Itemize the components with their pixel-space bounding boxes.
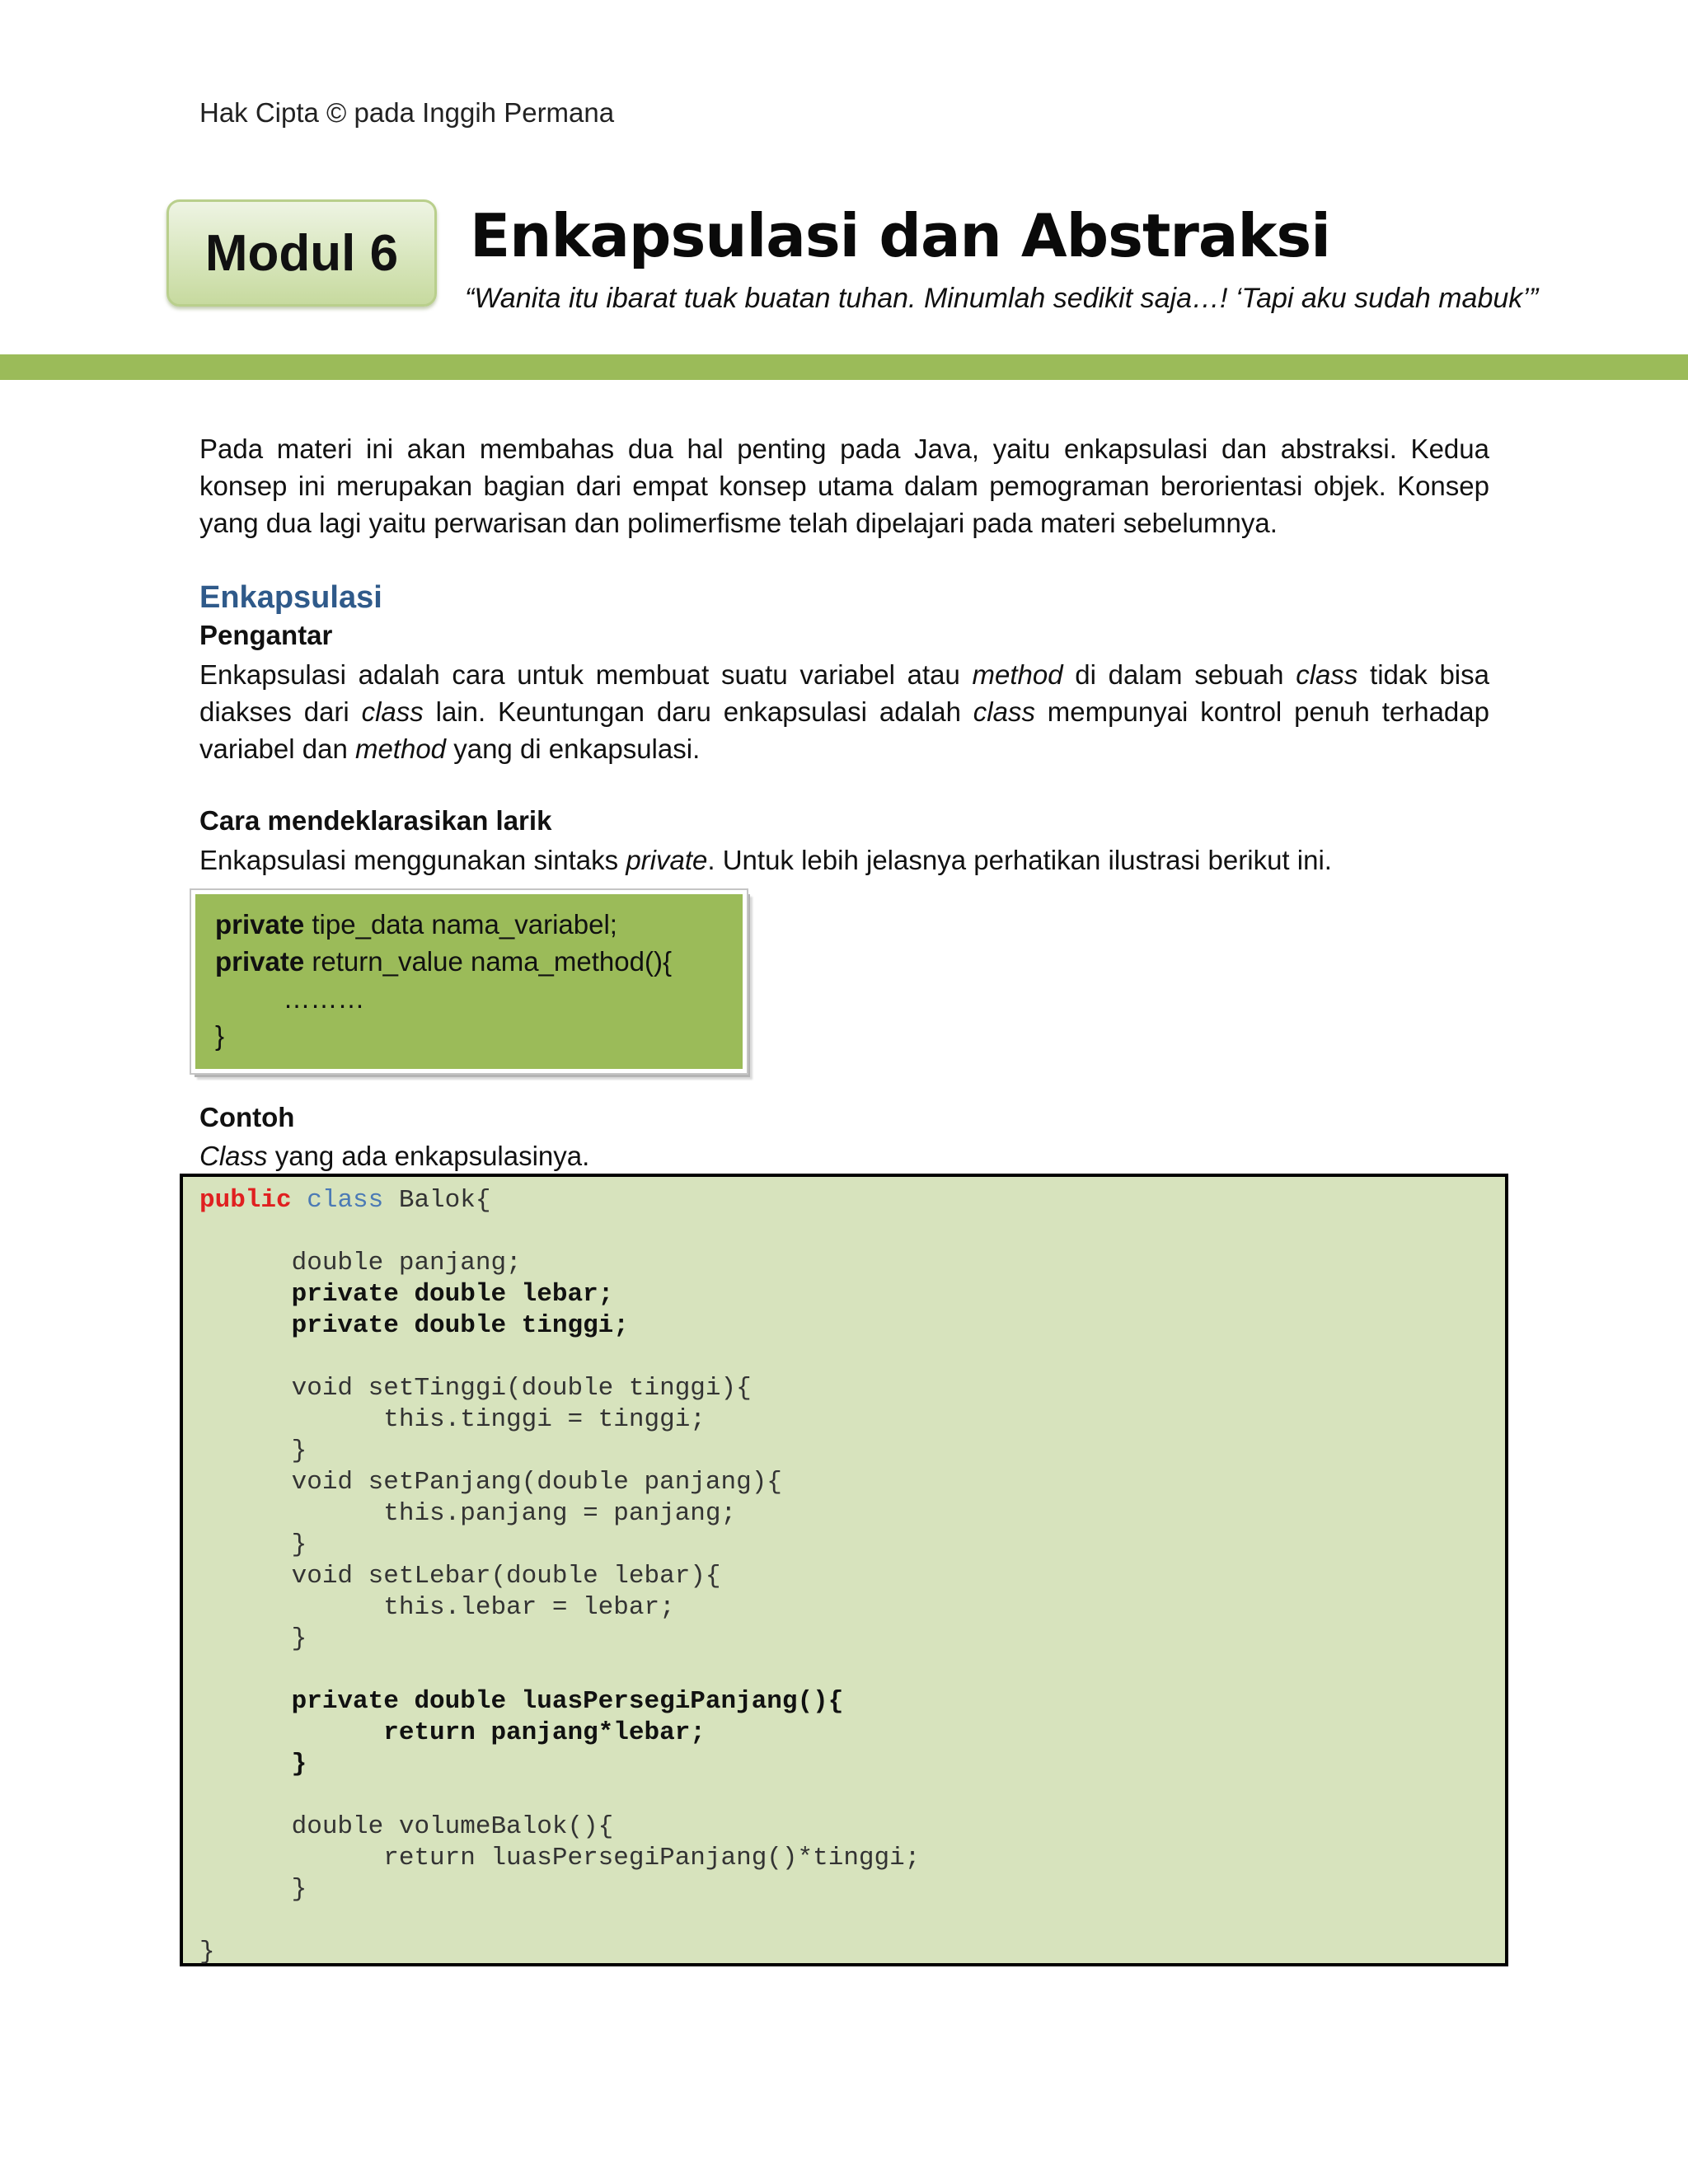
code-listing — [180, 1174, 1508, 1966]
syntax-line — [215, 906, 743, 943]
text-run: yang ada enkapsulasinya. — [267, 1141, 590, 1171]
code-line: this.panjang = panjang; — [199, 1499, 737, 1528]
code-line-private: private double luasPersegiPanjang(){ — [199, 1687, 844, 1716]
contoh-caption — [199, 1137, 1489, 1174]
cara-heading: Cara mendeklarasikan larik — [199, 805, 552, 836]
pengantar-paragraph — [199, 656, 1489, 767]
syntax-illustration-box — [191, 890, 747, 1073]
syntax-line: } — [215, 1020, 225, 1051]
italic-term: Class — [199, 1141, 268, 1171]
code-line: } — [199, 1624, 307, 1653]
syntax-text: tipe_data nama_variabel; — [304, 909, 617, 940]
page-quote: “Wanita itu ibarat tuak buatan tuhan. Minumlah sedikit saja…! ‘Tapi aku sudah mabuk’” — [465, 283, 1539, 314]
intro-text: Pada materi ini akan membahas dua hal penting pada Java, yaitu enkapsulasi dan abstraksi. Kedua konsep ini merupakan bagian dari empat konsep utama dalam pemograman berorientasi objek. Konsep yang dua lagi yaitu perwarisan dan polimerfisme telah dipelajari pada materi sebelumnya. — [199, 434, 1489, 538]
page-title: Enkapsulasi dan Abstraksi — [470, 201, 1330, 270]
syntax-line: ……… — [215, 983, 365, 1014]
italic-term: method — [972, 659, 1063, 690]
italic-term: class — [973, 696, 1035, 727]
intro-paragraph — [199, 430, 1489, 541]
pengantar-heading: Pengantar — [199, 620, 333, 650]
code-line: } — [199, 1530, 307, 1559]
code-line: void setPanjang(double panjang){ — [199, 1468, 782, 1497]
text-run: lain. Keuntungan daru enkapsulasi adalah — [423, 696, 973, 727]
code-line: void setTinggi(double tinggi){ — [199, 1374, 752, 1403]
header-divider-bar — [0, 354, 1688, 380]
code-line: } — [199, 1875, 307, 1904]
text-run: di dalam sebuah — [1062, 659, 1296, 690]
copyright-notice: Hak Cipta © pada Inggih Permana — [199, 97, 615, 128]
italic-term: private — [626, 845, 708, 875]
code-blank-line — [199, 1905, 1505, 1937]
code-keyword-class: class — [307, 1186, 384, 1215]
italic-term: class — [1296, 659, 1358, 690]
code-blank-line — [199, 1780, 1505, 1811]
text-run: yang di enkapsulasi. — [446, 733, 701, 764]
code-text: Balok{ — [383, 1186, 491, 1215]
code-line: void setLebar(double lebar){ — [199, 1562, 721, 1591]
code-line-private: private double tinggi; — [199, 1311, 629, 1340]
italic-term: class — [361, 696, 424, 727]
code-line: } — [199, 1436, 307, 1465]
code-line — [199, 1185, 1505, 1216]
text-run: tidak bisa diakses dari — [199, 659, 1489, 727]
code-line: return luasPersegiPanjang()*tinggi; — [199, 1844, 921, 1872]
syntax-text: return_value nama_method(){ — [304, 946, 672, 977]
syntax-line — [215, 943, 743, 980]
code-line: } — [199, 1938, 215, 1966]
code-blank-line — [199, 1216, 1505, 1248]
code-line-private: private double lebar; — [199, 1280, 614, 1309]
italic-term: method — [354, 733, 447, 764]
code-blank-line — [199, 1342, 1505, 1373]
text-run: . Untuk lebih jelasnya perhatikan ilustrasi berikut ini. — [707, 845, 1332, 875]
code-line: double panjang; — [199, 1249, 522, 1277]
contoh-heading: Contoh — [199, 1102, 295, 1132]
code-keyword-public: public — [199, 1186, 292, 1215]
cara-paragraph — [199, 841, 1489, 879]
text-run: Enkapsulasi menggunakan sintaks — [199, 845, 626, 875]
code-line: double volumeBalok(){ — [199, 1812, 614, 1841]
syntax-keyword: private — [215, 946, 305, 977]
text-run: Enkapsulasi adalah cara untuk membuat suatu variabel atau — [199, 659, 973, 690]
section-heading: Enkapsulasi — [199, 580, 382, 615]
code-blank-line — [199, 1655, 1505, 1686]
code-line-private: return panjang*lebar; — [199, 1718, 706, 1747]
code-line: this.tinggi = tinggi; — [199, 1405, 706, 1434]
syntax-keyword: private — [215, 909, 305, 940]
module-label: Modul 6 — [204, 224, 399, 282]
module-label-box — [166, 199, 437, 307]
code-line: this.lebar = lebar; — [199, 1593, 675, 1622]
text-run: mempunyai kontrol penuh terhadap variabel dan — [199, 696, 1489, 764]
code-line-private: } — [199, 1750, 307, 1779]
